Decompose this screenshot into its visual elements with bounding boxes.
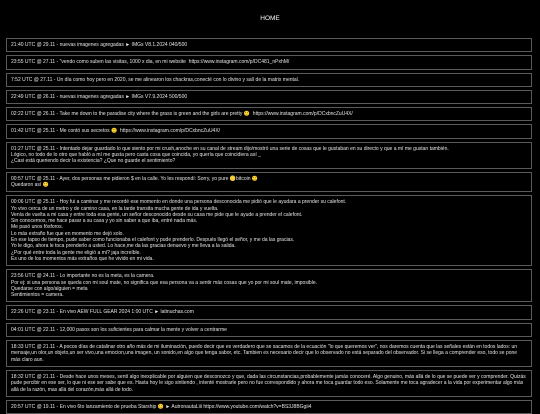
post-item	[6, 73, 532, 87]
post-item	[6, 107, 532, 121]
post-text-line: Sentimientos = camera.	[11, 292, 64, 299]
post-text-line: 01:42 UTC @ 25.11 - Me contó sus secretos 🙂 https://www.instagram.com/p/DCxbncZuU4X/	[11, 128, 221, 135]
post-text-line: En ese lapso de tiempo, pude saber como funcionaba el calefont y pude prenderlo. Después llegó el señor, y me da las gracias.	[11, 237, 295, 244]
post-text-line: 01:27 UTC @ 25.11 - Intentado dejar guardado lo que siento por mi crush,anoche en su canal de stream dijo/mostró una serie de cosas que le gustaban en su directo y que a mí me gustan también.	[11, 145, 449, 152]
post-text-line: 7:52 UTC @ 27.11 - Un día como hoy pero en 2020, se me alinearon los chackras,conecté con lo divino y salí de la matrix mental.	[11, 76, 300, 83]
post-text-line: Me pasó unos fósforos.	[11, 224, 63, 231]
post-item	[6, 370, 532, 397]
post-text-line: Quedaron así 🙂	[11, 181, 49, 188]
post-text-line: 18:33 UTC @ 21.11 - A pocos días de catalinar otro año más de mi iluminación, puedo decir que es verdadero que se sacamos de la ecuación "lo que queremos ver", nos daremos cuenta que las señales están en todos lados: un mensaje,un olor,un objeto,un ser vivo,una emocion,una imagen, un sonido,en algo que tenga sabor, etc. Tambien es necesario decir que lo observado no está separado del observador. Si se llega a comprender eso, todo se pone más claro aun.	[11, 344, 519, 363]
post-text-line: 22:49 UTC @ 26.11 - nuevas imagenes agregadas ► IMGs V7.9.2024 500/500	[11, 93, 188, 100]
post-text-line: 04:01 UTC @ 22.11 - 12,000 pasos son los suficientes para calmar la mente y volver a centrarme	[11, 326, 227, 333]
post-text-line: 22:26 UTC @ 23.11 - En vivo AEW FULL GEAR 2024 1:00 UTC ► latinuchas.com	[11, 309, 194, 316]
post-item	[6, 38, 532, 52]
post-text-line: Sin conocernos, me hace pasar a su casa y yo sin saber a que iba, entré nada más.	[11, 218, 198, 225]
post-text-line: 23:56 UTC @ 24.11 - Lo importante no es la meta, es la camera.	[11, 273, 155, 280]
post-item	[6, 55, 532, 69]
post-text-line: 18:32 UTC @ 21.11 - Desde hace unos meses, sentí algo inexplicable por alguien que desconozco y que, dada las circunstancias,probablemente jamás conoceré. Algo genuino, más allá de lo que se puede ver y comprender. Quizás pude percibir en ese ser, lo que ni ese ser sabe que es. Hasta hoy le sigo sintiendo , intenté mostrarle pero no fue correspondido y ahora me toca guardar todo eso. Solamente me toca agradecer a la vida por experimentar algo más allá de la razón, mas allá del corazón,más allá de todo.	[11, 373, 528, 393]
post-item	[6, 323, 532, 337]
post-text-line: Lógico, no todo de lo otro que habló a mí me gusta pero casta cosa que coincida, yo quería que coincidiera así _	[11, 152, 261, 159]
post-item	[6, 195, 532, 266]
post-feed	[0, 38, 540, 414]
header	[0, 0, 540, 38]
post-text-line: 02:22 UTC @ 26.11 - Take me down to the paradise city where the grass is green and the girls are pretty 🙂 https://www.instagram.com/p/DCxbncZuU4X/	[11, 111, 353, 118]
post-item	[6, 124, 532, 138]
post-text-line: Por ej: si una persona se queda con mi soul mate, no significa que esa persona va a sentir más cosas que yo por mi soul mate, imposible.	[11, 279, 317, 286]
post-item	[6, 142, 532, 169]
post-text-line: ¿Por qué entre toda la gente me eligió a mí? jaja increíble.	[11, 249, 141, 256]
post-item	[6, 90, 532, 104]
post-text-line: Yo le digo, ahora le toca prenderlo a usted. Lo hace,me da las gracias denuevo y me lleva a la salida.	[11, 243, 236, 250]
post-text-line: 00:57 UTC @ 25.11 - Ayer, dos personas me pidieron $ en la calle. Yo les respondí: Sorry, yo pure 🪙bitcoin 🙂	[11, 175, 259, 182]
post-text-line: Quedarse con algo/alguien = meta	[11, 285, 88, 292]
post-text-line: Lo más extraño fue que en momento me dejó solo.	[11, 230, 124, 237]
post-text-line: 21:40 UTC @ 29.11 - nuevas imagenes agregadas ► IMGs V8.1.2024 040/500	[11, 42, 188, 48]
post-text-line: 23:55 UTC @ 27.11 - "vendo como suben las visitas, 1000 x dia, en mi website https://www.instagram.com/p/DC481_nPxhM/	[11, 59, 290, 66]
post-text-line: 20:57 UTC @ 19.11 - En vivo 6to lanzamiento de prueba Starship 🙂 ► AutronautaLiii https://www.youtube.com/watch?v=BS3J8BGgii4	[11, 403, 312, 410]
post-text-line: Es uno de los momentos más extraños que he vivido en mi vida.	[11, 255, 154, 262]
post-text-line: Venía de vuelta a mi casa y entre toda esa gente, un señor desconocido desde su casa me pide que le ayude a prender el calefont.	[11, 211, 303, 218]
post-text-line: 00:06 UTC @ 25.11 - Hoy fui a caminar y me recordé ese momento en donde una persona desconocida me pidió que le ayudara a prender su calefont.	[11, 199, 347, 206]
post-item	[6, 269, 532, 302]
post-item	[6, 340, 532, 367]
post-item	[6, 305, 532, 319]
post-text-line: Yo vivo cerca de un metro y de camino casa, en la tarde transita mucha gente de ida y vuelta.	[11, 205, 219, 212]
post-item	[6, 172, 532, 193]
post-text-line: ¿Casi está queriendo decir la existencia? ¿Que no guarde el sentimiento?	[11, 158, 176, 165]
post-item	[6, 400, 532, 414]
home-link[interactable]: HOME	[260, 14, 280, 22]
